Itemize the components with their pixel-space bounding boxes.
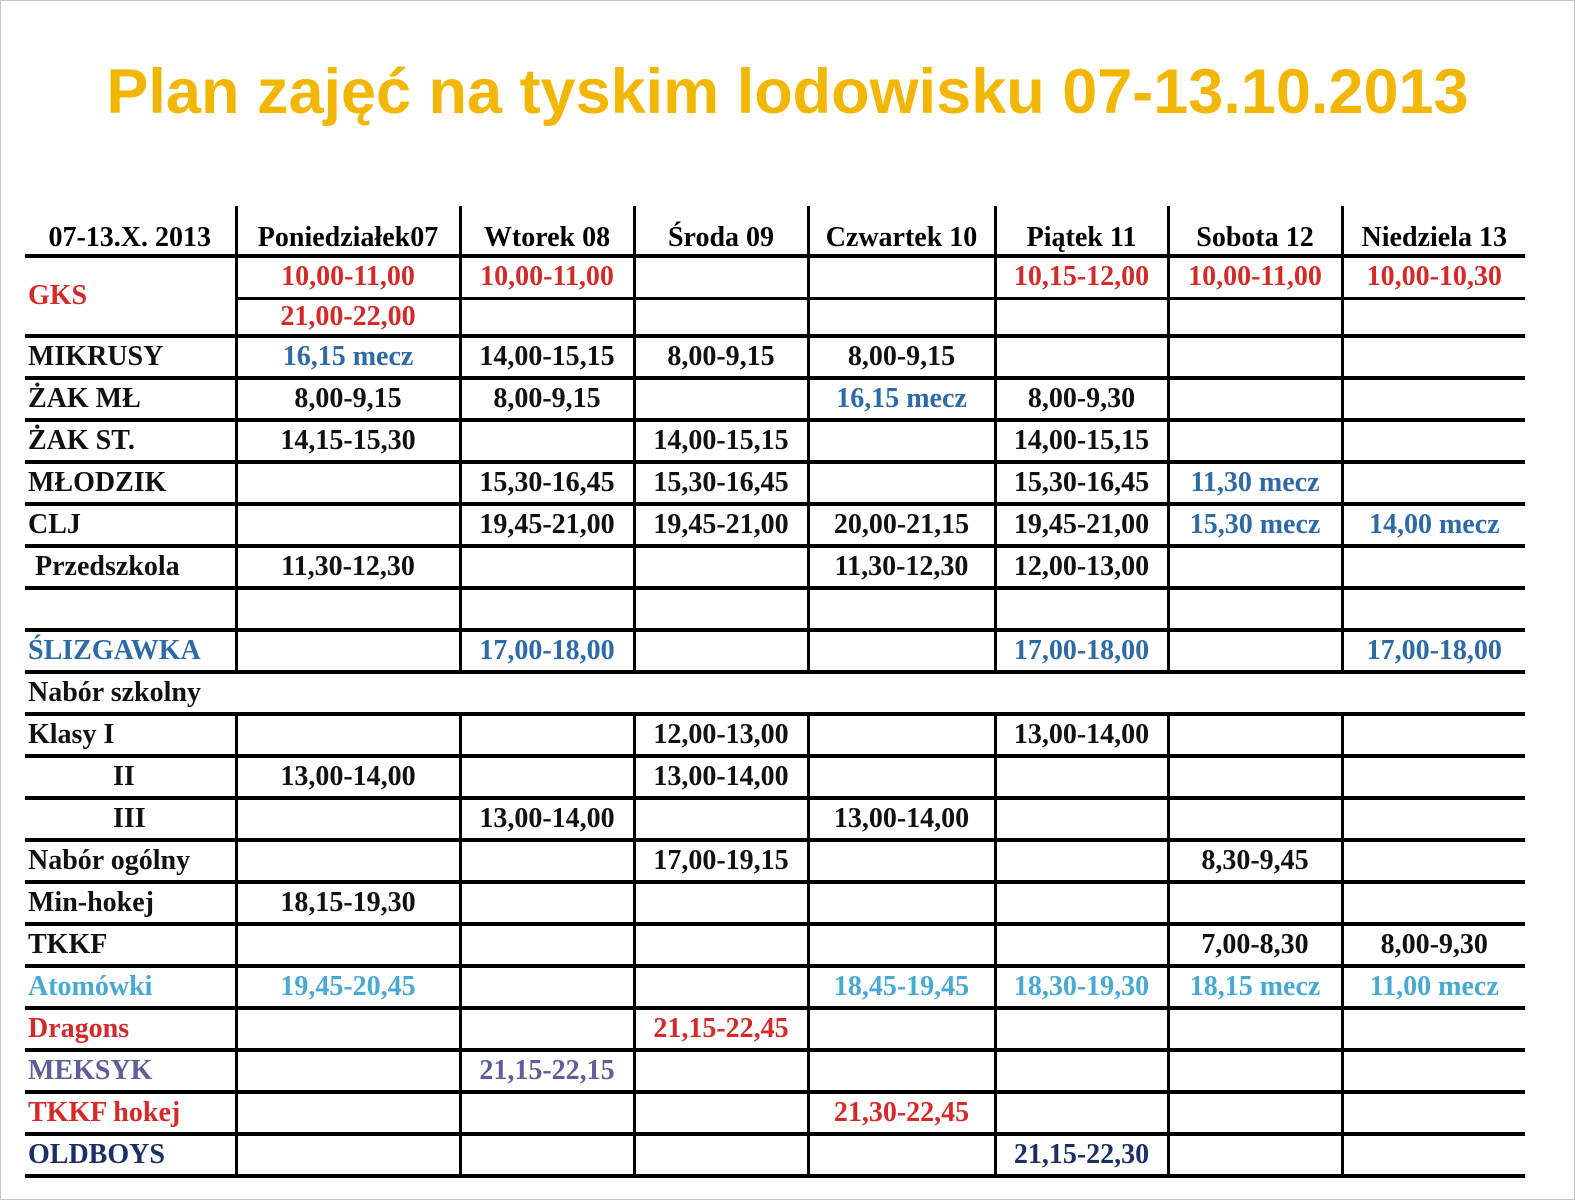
schedule-cell — [460, 1134, 634, 1176]
schedule-cell — [808, 1134, 995, 1176]
schedule-cell — [808, 256, 995, 298]
schedule-cell — [1342, 378, 1525, 420]
schedule-cell — [460, 1092, 634, 1134]
schedule-cell — [808, 630, 995, 672]
table-row — [25, 798, 1525, 840]
schedule-cell: 11,00 mecz — [1342, 966, 1525, 1008]
schedule-cell — [1342, 1050, 1525, 1092]
schedule-cell — [808, 1008, 995, 1050]
schedule-cell: 12,00-13,00 — [634, 714, 808, 756]
schedule-cell — [1342, 420, 1525, 462]
schedule-cell — [460, 924, 634, 966]
schedule-cell — [634, 798, 808, 840]
schedule-cell: 17,00-19,15 — [634, 840, 808, 882]
schedule-cell — [995, 798, 1168, 840]
row-label: Klasy I — [25, 714, 236, 756]
table-row — [25, 588, 1525, 630]
row-label: MIKRUSY — [25, 336, 236, 378]
schedule-cell: 15,30-16,45 — [460, 462, 634, 504]
table-row — [25, 420, 1525, 462]
schedule-cell: 13,00-14,00 — [236, 756, 460, 798]
table-row — [25, 882, 1525, 924]
row-label: Nabór ogólny — [25, 840, 236, 882]
schedule-cell: 13,00-14,00 — [634, 756, 808, 798]
schedule-cell — [634, 256, 808, 298]
header-row — [25, 206, 1525, 256]
schedule-cell — [634, 546, 808, 588]
header-day: Środa 09 — [634, 206, 808, 256]
table-row — [25, 1134, 1525, 1176]
row-label: III — [25, 798, 236, 840]
schedule-cell: 10,00-11,00 — [236, 256, 460, 298]
schedule-cell: 8,00-9,15 — [808, 336, 995, 378]
schedule-cell — [634, 378, 808, 420]
schedule-cell — [808, 298, 995, 336]
schedule-cell — [236, 1050, 460, 1092]
schedule-cell — [634, 1134, 808, 1176]
schedule-cell — [236, 462, 460, 504]
schedule-cell — [808, 924, 995, 966]
table-row — [25, 546, 1525, 588]
schedule-cell — [808, 420, 995, 462]
schedule-cell — [236, 1092, 460, 1134]
schedule-cell — [460, 882, 634, 924]
page-title: Plan zajęć na tyskim lodowisku 07-13.10.2013 — [106, 57, 1469, 127]
schedule-cell — [995, 336, 1168, 378]
schedule-cell — [995, 588, 1168, 630]
table-row — [25, 630, 1525, 672]
header-day: Poniedziałek07 — [236, 206, 460, 256]
schedule-cell: 16,15 mecz — [808, 378, 995, 420]
table-row — [25, 1092, 1525, 1134]
table-row — [25, 840, 1525, 882]
row-label — [25, 588, 236, 630]
schedule-cell — [808, 756, 995, 798]
schedule-cell: 19,45-21,00 — [995, 504, 1168, 546]
schedule-cell — [1342, 798, 1525, 840]
schedule-cell — [1342, 714, 1525, 756]
schedule-cell: 18,15-19,30 — [236, 882, 460, 924]
schedule-cell — [808, 840, 995, 882]
schedule-cell: 11,30 mecz — [1168, 462, 1342, 504]
schedule-cell: 10,00-11,00 — [460, 256, 634, 298]
schedule-cell: 16,15 mecz — [236, 336, 460, 378]
schedule-cell — [236, 588, 460, 630]
schedule-cell: 18,15 mecz — [1168, 966, 1342, 1008]
schedule-cell — [236, 504, 460, 546]
schedule-cell — [460, 588, 634, 630]
row-label: ŻAK MŁ — [25, 378, 236, 420]
schedule-cell: 13,00-14,00 — [808, 798, 995, 840]
header-day: Niedziela 13 — [1342, 206, 1525, 256]
schedule-cell — [1168, 630, 1342, 672]
schedule-cell — [460, 840, 634, 882]
schedule-cell — [808, 882, 995, 924]
schedule-cell: 10,15-12,00 — [995, 256, 1168, 298]
schedule-cell: 13,00-14,00 — [460, 798, 634, 840]
schedule-cell: 12,00-13,00 — [995, 546, 1168, 588]
schedule-cell — [634, 298, 808, 336]
schedule-cell — [1168, 588, 1342, 630]
schedule-cell — [634, 1092, 808, 1134]
schedule-cell — [460, 1008, 634, 1050]
header-day: Wtorek 08 — [460, 206, 634, 256]
schedule-cell — [1168, 420, 1342, 462]
schedule-cell: 11,30-12,30 — [236, 546, 460, 588]
schedule-cell: 19,45-21,00 — [460, 504, 634, 546]
schedule-cell — [995, 1050, 1168, 1092]
schedule-cell — [460, 298, 634, 336]
schedule-cell — [1168, 1008, 1342, 1050]
row-label: TKKF hokej — [25, 1092, 236, 1134]
schedule-cell — [460, 714, 634, 756]
schedule-cell — [1342, 336, 1525, 378]
schedule-cell: 8,00-9,15 — [236, 378, 460, 420]
schedule-cell: 21,15-22,30 — [995, 1134, 1168, 1176]
header-day: Piątek 11 — [995, 206, 1168, 256]
schedule-cell — [460, 420, 634, 462]
schedule-cell — [808, 462, 995, 504]
schedule-cell: 21,15-22,45 — [634, 1008, 808, 1050]
schedule-cell — [236, 714, 460, 756]
schedule-cell: 15,30-16,45 — [995, 462, 1168, 504]
row-label: Atomówki — [25, 966, 236, 1008]
schedule-cell: 8,30-9,45 — [1168, 840, 1342, 882]
schedule-cell — [1342, 840, 1525, 882]
row-label: Min-hokej — [25, 882, 236, 924]
schedule-cell — [1168, 1050, 1342, 1092]
schedule-cell — [995, 840, 1168, 882]
schedule-cell — [1342, 756, 1525, 798]
schedule-cell — [634, 630, 808, 672]
row-label: GKS — [25, 256, 236, 336]
schedule-cell: 11,30-12,30 — [808, 546, 995, 588]
schedule-cell: 14,00-15,15 — [995, 420, 1168, 462]
row-label: Dragons — [25, 1008, 236, 1050]
schedule-cell — [995, 882, 1168, 924]
schedule-cell: 7,00-8,30 — [1168, 924, 1342, 966]
schedule-cell — [236, 1008, 460, 1050]
schedule-cell: 17,00-18,00 — [1342, 630, 1525, 672]
schedule-cell — [460, 966, 634, 1008]
schedule-cell — [1342, 546, 1525, 588]
schedule-cell — [236, 840, 460, 882]
schedule-cell: 14,00-15,15 — [634, 420, 808, 462]
schedule-cell — [236, 1134, 460, 1176]
table-row — [25, 378, 1525, 420]
schedule-cell — [236, 924, 460, 966]
schedule-cell — [1342, 462, 1525, 504]
schedule-cell: 15,30 mecz — [1168, 504, 1342, 546]
schedule-cell: 21,30-22,45 — [808, 1092, 995, 1134]
schedule-cell — [1168, 378, 1342, 420]
table-row — [25, 336, 1525, 378]
section-row — [25, 672, 1525, 714]
schedule-cell — [995, 924, 1168, 966]
table-row — [25, 714, 1525, 756]
table-row — [25, 966, 1525, 1008]
schedule-cell: 18,45-19,45 — [808, 966, 995, 1008]
schedule-cell — [1168, 756, 1342, 798]
table-row — [25, 1050, 1525, 1092]
schedule-cell — [634, 1050, 808, 1092]
schedule-cell: 20,00-21,15 — [808, 504, 995, 546]
schedule-cell — [995, 298, 1168, 336]
schedule-cell: 17,00-18,00 — [460, 630, 634, 672]
table-row — [25, 756, 1525, 798]
schedule-cell — [1168, 336, 1342, 378]
schedule-cell — [1168, 1134, 1342, 1176]
table-row — [25, 298, 1525, 336]
schedule-cell — [460, 546, 634, 588]
schedule-cell: 10,00-11,00 — [1168, 256, 1342, 298]
schedule-cell — [1168, 1092, 1342, 1134]
schedule-cell — [236, 630, 460, 672]
schedule-cell — [1168, 714, 1342, 756]
row-label: OLDBOYS — [25, 1134, 236, 1176]
schedule-cell: 8,00-9,30 — [1342, 924, 1525, 966]
schedule-cell — [1342, 298, 1525, 336]
schedule-cell — [1168, 546, 1342, 588]
schedule-cell — [1342, 882, 1525, 924]
schedule-cell: 13,00-14,00 — [995, 714, 1168, 756]
schedule-cell: 8,00-9,15 — [634, 336, 808, 378]
table-row — [25, 462, 1525, 504]
schedule-cell — [995, 756, 1168, 798]
schedule-cell — [808, 1050, 995, 1092]
row-label: MŁODZIK — [25, 462, 236, 504]
schedule-cell — [808, 714, 995, 756]
schedule-cell: 15,30-16,45 — [634, 462, 808, 504]
header-week-label: 07-13.X. 2013 — [25, 206, 236, 256]
row-label: CLJ — [25, 504, 236, 546]
row-label: TKKF — [25, 924, 236, 966]
header-day: Czwartek 10 — [808, 206, 995, 256]
schedule-cell — [808, 588, 995, 630]
section-label: Nabór szkolny — [25, 672, 1525, 714]
schedule-cell — [634, 882, 808, 924]
table-row — [25, 256, 1525, 298]
schedule-cell — [236, 798, 460, 840]
schedule-cell: 14,00-15,15 — [460, 336, 634, 378]
row-label: II — [25, 756, 236, 798]
table-row — [25, 1008, 1525, 1050]
schedule-cell — [634, 924, 808, 966]
schedule-cell: 10,00-10,30 — [1342, 256, 1525, 298]
schedule-cell: 21,15-22,15 — [460, 1050, 634, 1092]
schedule-cell — [1342, 1092, 1525, 1134]
schedule-cell: 19,45-20,45 — [236, 966, 460, 1008]
row-label: ŻAK ST. — [25, 420, 236, 462]
schedule-cell — [1342, 1134, 1525, 1176]
schedule-cell — [995, 1008, 1168, 1050]
schedule-cell — [634, 966, 808, 1008]
header-day: Sobota 12 — [1168, 206, 1342, 256]
schedule-cell: 21,00-22,00 — [236, 298, 460, 336]
schedule-cell: 8,00-9,15 — [460, 378, 634, 420]
schedule-cell: 18,30-19,30 — [995, 966, 1168, 1008]
schedule-cell — [995, 1092, 1168, 1134]
row-label: MEKSYK — [25, 1050, 236, 1092]
schedule-cell — [1168, 882, 1342, 924]
table-row — [25, 924, 1525, 966]
schedule-cell: 19,45-21,00 — [634, 504, 808, 546]
schedule-table — [25, 206, 1525, 1178]
schedule-cell — [1168, 298, 1342, 336]
schedule-cell: 14,00 mecz — [1342, 504, 1525, 546]
schedule-cell — [1342, 588, 1525, 630]
row-label: Przedszkola — [25, 546, 236, 588]
schedule-cell: 17,00-18,00 — [995, 630, 1168, 672]
row-label: ŚLIZGAWKA — [25, 630, 236, 672]
table-row — [25, 504, 1525, 546]
schedule-cell — [634, 588, 808, 630]
schedule-cell — [460, 756, 634, 798]
schedule-cell — [1342, 1008, 1525, 1050]
schedule-cell — [1168, 798, 1342, 840]
schedule-cell: 8,00-9,30 — [995, 378, 1168, 420]
schedule-cell: 14,15-15,30 — [236, 420, 460, 462]
